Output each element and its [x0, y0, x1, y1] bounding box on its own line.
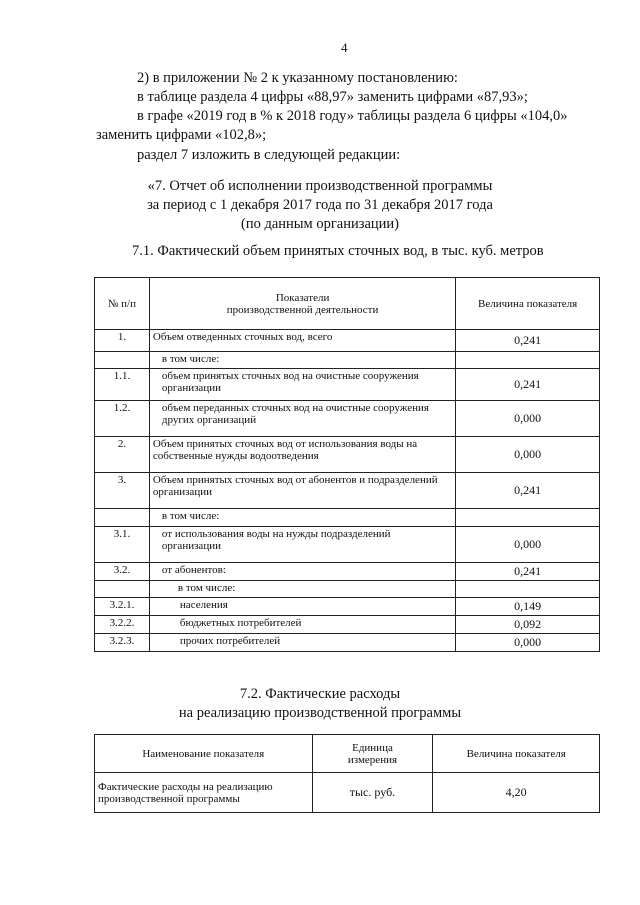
table-row	[95, 527, 600, 563]
table-row	[95, 473, 600, 509]
col-header-indicator-line1: Показатели	[275, 291, 330, 304]
col-header-value: Величина показателя	[456, 278, 600, 330]
section-title-line-2: за период с 1 декабря 2017 года по 31 декабря 2017 года	[147, 197, 493, 213]
table2-title-line-1: 7.2. Фактические расходы	[239, 686, 401, 702]
row-num: 3.2.	[95, 563, 150, 581]
row-num: 3.2.1.	[95, 598, 150, 616]
row-value	[456, 581, 600, 598]
row-value: 0,241	[456, 473, 600, 509]
row-value: 0,241	[456, 330, 600, 352]
row-label: в том числе:	[149, 352, 455, 369]
row-num: 1.	[95, 330, 150, 352]
row-label: бюджетных потребителей	[149, 616, 455, 634]
row-num: 3.2.2.	[95, 616, 150, 634]
row-value: 0,000	[456, 437, 600, 473]
col-header-num: № п/п	[95, 278, 150, 330]
row-num: 1.1.	[95, 369, 150, 401]
row-label: в том числе:	[149, 509, 455, 527]
row-value: 0,092	[456, 616, 600, 634]
paragraph-4: заменить цифрами «102,8»;	[96, 127, 267, 143]
row-num: 3.2.3.	[95, 634, 150, 652]
table-row	[95, 634, 600, 652]
row-value	[456, 352, 600, 369]
table-row	[95, 616, 600, 634]
program-expenses-table	[94, 734, 600, 813]
paragraph-1: 2) в приложении № 2 к указанному постановлению:	[137, 70, 458, 86]
row-label: населения	[149, 598, 455, 616]
col-header-value: Величина показателя	[433, 735, 600, 773]
row-name: Фактические расходы на реализацию производственной программы	[95, 773, 313, 813]
col-header-indicator-line2: производственной деятельности	[226, 303, 379, 316]
table-row	[95, 509, 600, 527]
row-num: 3.	[95, 473, 150, 509]
row-value: 0,241	[456, 369, 600, 401]
row-value: 0,149	[456, 598, 600, 616]
table-header-row	[95, 735, 600, 773]
row-value: 0,000	[456, 527, 600, 563]
row-value: 0,000	[456, 401, 600, 437]
table-header-row	[95, 278, 600, 330]
col-header-unit-line2: измерения	[347, 753, 398, 766]
row-num	[95, 509, 150, 527]
row-label: от использования воды на нужды подразделений организации	[149, 527, 455, 563]
row-num	[95, 581, 150, 598]
table-row	[95, 773, 600, 813]
section-title-line-1: «7. Отчет об исполнении производственной программы	[147, 178, 493, 194]
row-label: объем переданных сточных вод на очистные сооружения других организаций	[149, 401, 455, 437]
table1-title: 7.1. Фактический объем принятых сточных вод, в тыс. куб. метров	[132, 243, 544, 259]
table2-title-line-2: на реализацию производственной программы	[178, 705, 462, 721]
table-row	[95, 330, 600, 352]
table-row	[95, 437, 600, 473]
section-title-line-3: (по данным организации)	[240, 216, 399, 232]
paragraph-2: в таблице раздела 4 цифры «88,97» заменить цифрами «87,93»;	[137, 89, 528, 105]
paragraph-5: раздел 7 изложить в следующей редакции:	[137, 147, 401, 163]
row-label: Объем принятых сточных вод от абонентов и подразделений организации	[149, 473, 455, 509]
col-header-unit-line1: Единица	[352, 741, 393, 754]
col-header-unit	[312, 735, 433, 773]
row-label: Объем принятых сточных вод от использования воды на собственные нужды водоотведения	[149, 437, 455, 473]
row-num: 1.2.	[95, 401, 150, 437]
row-label: объем принятых сточных вод на очистные сооружения организации	[149, 369, 455, 401]
table-row	[95, 598, 600, 616]
row-label: прочих потребителей	[149, 634, 455, 652]
table-row	[95, 352, 600, 369]
wastewater-volume-table	[94, 277, 600, 652]
table-row	[95, 581, 600, 598]
col-header-name: Наименование показателя	[95, 735, 313, 773]
row-value: 4,20	[433, 773, 600, 813]
row-num	[95, 352, 150, 369]
row-num: 3.1.	[95, 527, 150, 563]
row-label: от абонентов:	[149, 563, 455, 581]
row-value: 0,000	[456, 634, 600, 652]
table-row	[95, 369, 600, 401]
col-header-indicator	[149, 278, 455, 330]
row-num: 2.	[95, 437, 150, 473]
page-number: 4	[341, 40, 348, 55]
table-row	[95, 401, 600, 437]
row-label: в том числе:	[149, 581, 455, 598]
row-unit: тыс. руб.	[312, 773, 433, 813]
paragraph-3: в графе «2019 год в % к 2018 году» таблицы раздела 6 цифры «104,0»	[137, 108, 568, 124]
row-label: Объем отведенных сточных вод, всего	[149, 330, 455, 352]
table-row	[95, 563, 600, 581]
row-value: 0,241	[456, 563, 600, 581]
row-value	[456, 509, 600, 527]
